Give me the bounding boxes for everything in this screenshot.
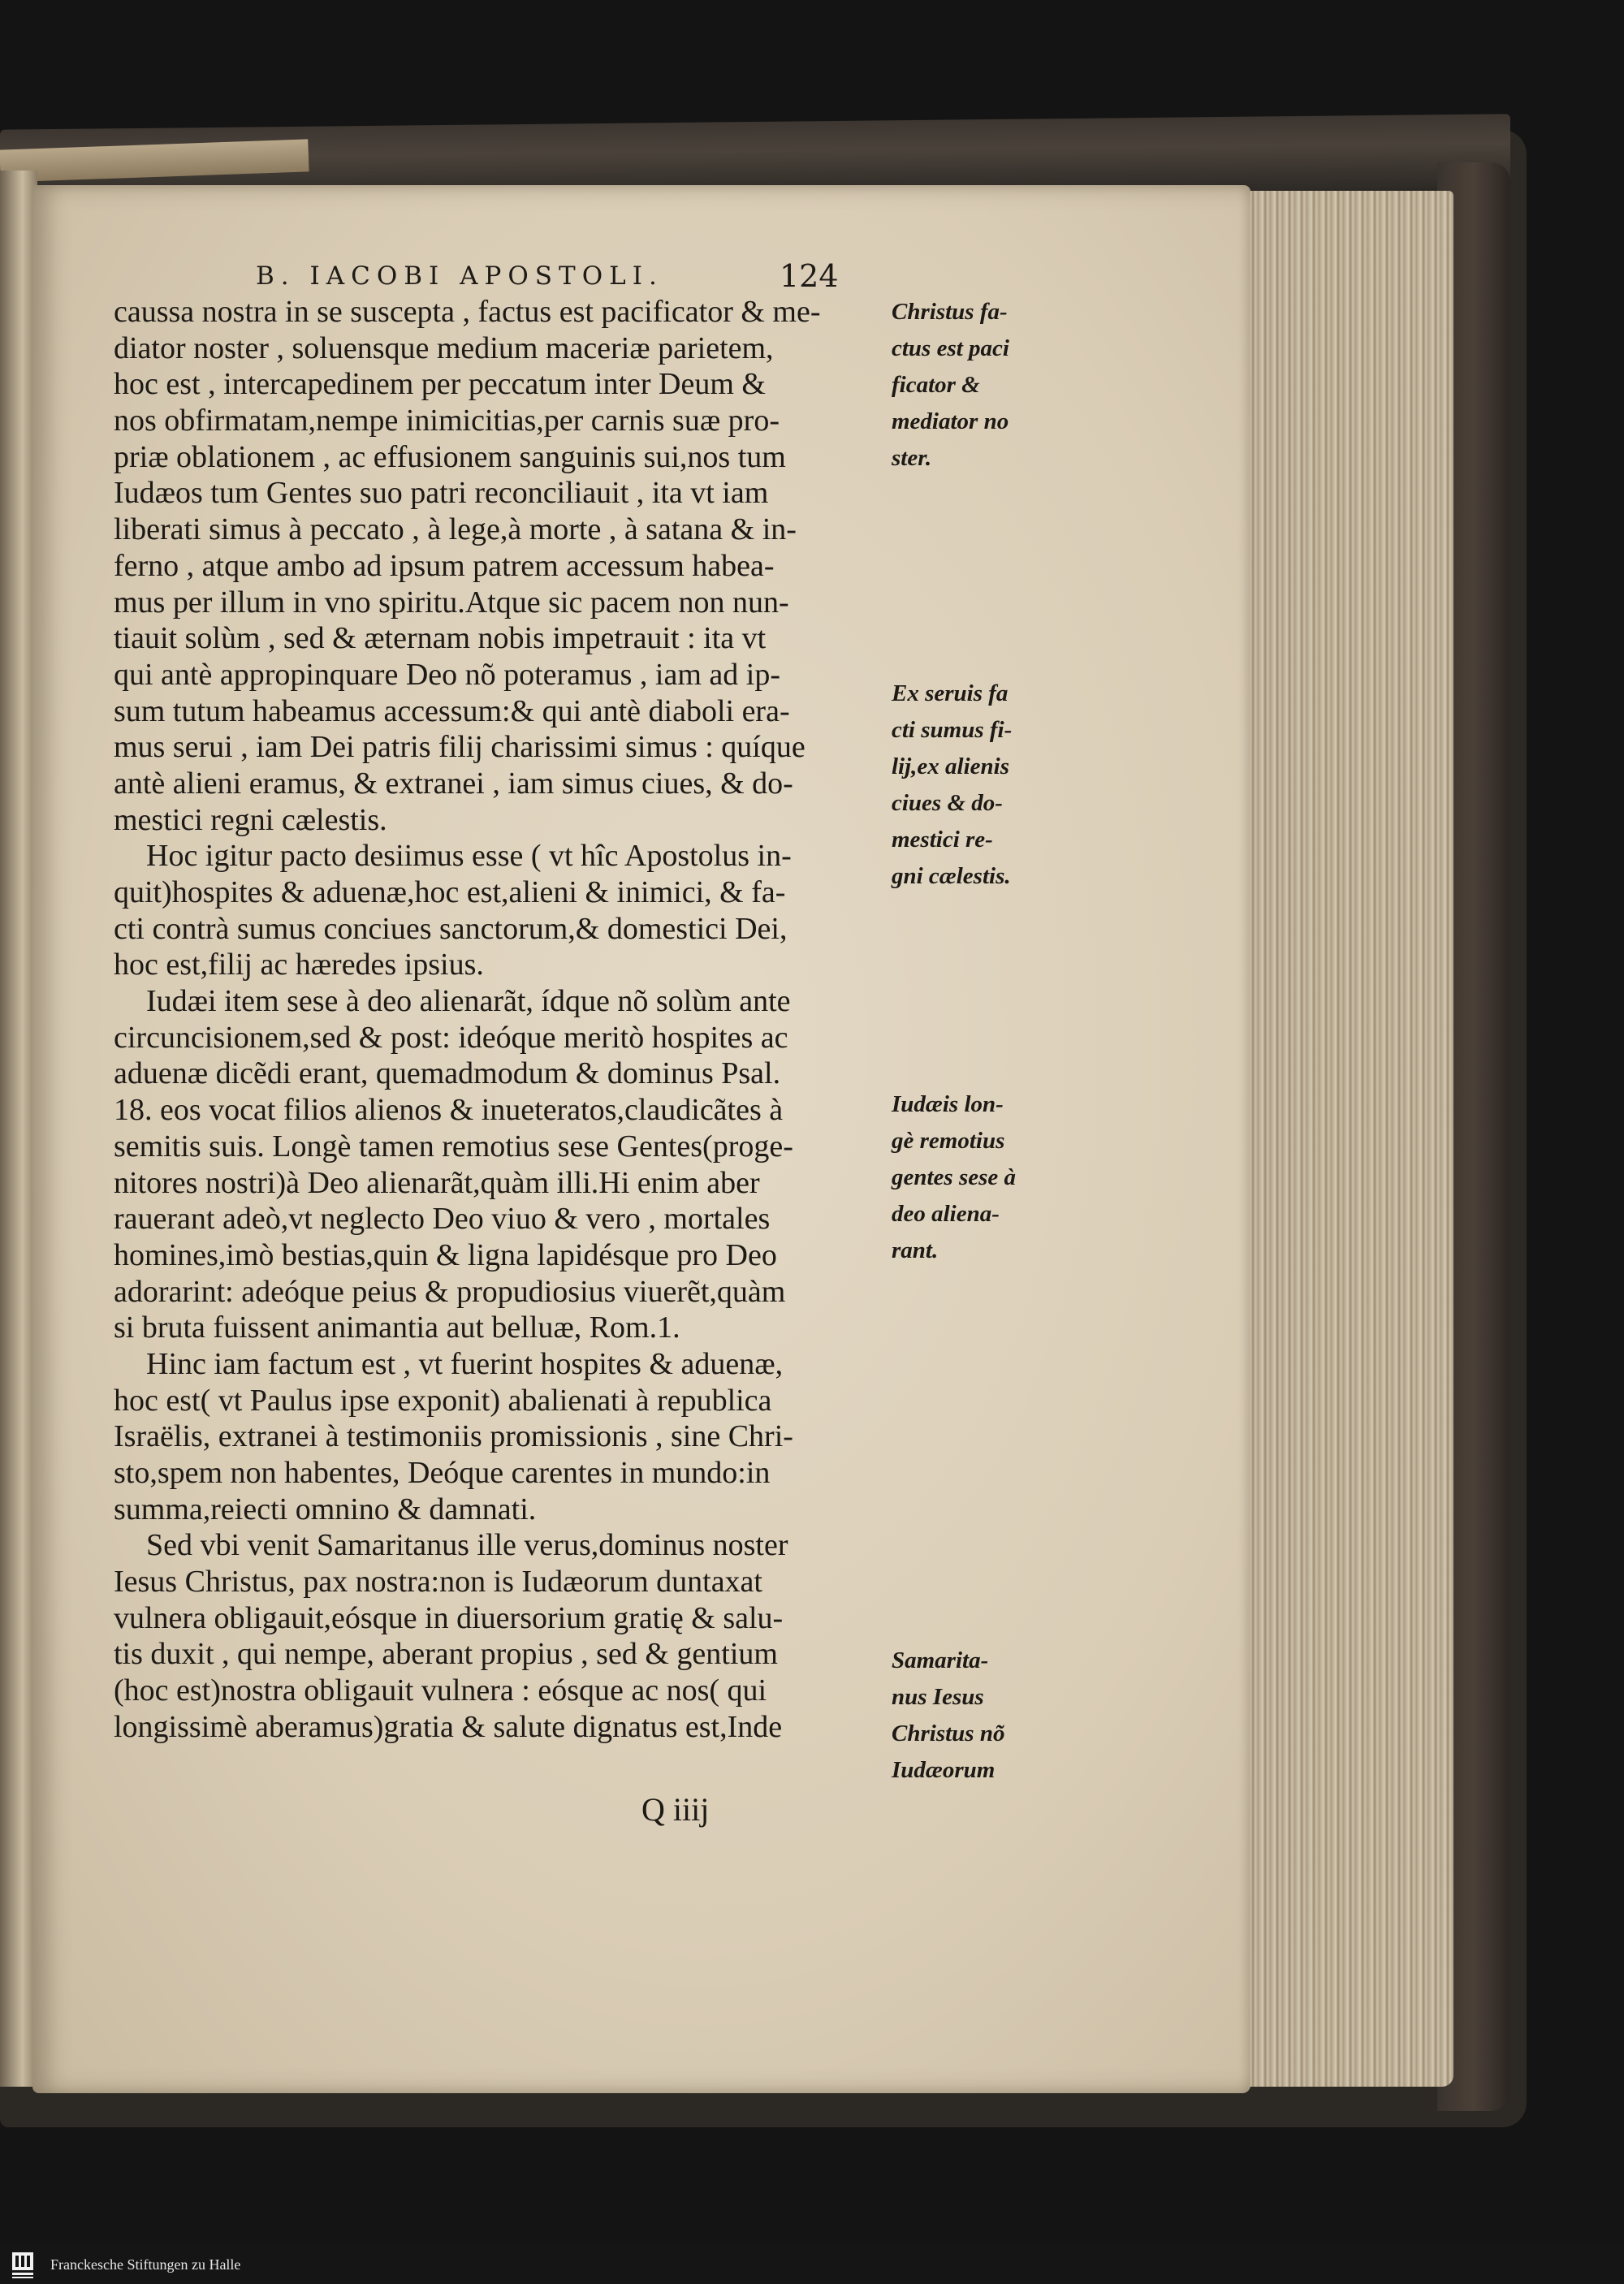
text-line: hoc est , intercapedinem per peccatum inter Deum & (114, 367, 766, 402)
text-line: adorarint: adeóque peius & propudiosius viuerẽt,quàm (114, 1274, 786, 1309)
text-line: nitores nostri)à Deo alienarãt,quàm illi.Hi enim aber (114, 1165, 760, 1200)
text-line: vulnera obligauit,eósque in diuersorium gratię & salu- (114, 1600, 784, 1635)
text-line: Hoc igitur pacto desiimus esse ( vt hîc Apostolus in- (146, 839, 792, 874)
text-line: sto,spem non habentes, Deóque carentes in mundo:in (114, 1456, 771, 1490)
page-fore-edge (1234, 191, 1453, 2087)
main-text-block (114, 294, 893, 1746)
text-line: cti contrà sumus conciues sanctorum,& domestici Dei, (114, 911, 788, 946)
margin-note-line: ciues & do- (892, 790, 1003, 816)
text-line: qui antè appropinquare Deo nõ poteramus , iam ad ip- (114, 657, 780, 692)
margin-note-line: mediator no (892, 408, 1009, 434)
text-line: tiauit solùm , sed & æternam nobis impetrauit : ita vt (114, 621, 767, 656)
margin-note-line: Iudæis lon- (892, 1091, 1004, 1117)
margin-note-line: gentes sese à (892, 1164, 1017, 1190)
text-line: hoc est,filij ac hæredes ipsius. (114, 948, 484, 982)
margin-note-christus-pacificator (892, 294, 1054, 477)
margin-note-line: Iudæorum (892, 1757, 996, 1783)
text-line: Israëlis, extranei à testimoniis promissionis , sine Chri- (114, 1419, 793, 1454)
text-line: nos obfirmatam,nempe inimicitias,per carnis suæ pro- (114, 404, 780, 438)
page-number: 124 (780, 258, 839, 294)
margin-note-line: lij,ex alienis (892, 753, 1009, 779)
text-line: hoc est( vt Paulus ipse exponit) abalienati à republica (114, 1383, 772, 1418)
text-line: quit)hospites & aduenæ,hoc est,alieni & inimici, & fa- (114, 875, 786, 909)
margin-note-samaritanus (892, 1643, 1054, 1789)
text-line: Sed vbi venit Samaritanus ille verus,dominus noster (146, 1528, 788, 1563)
text-line: mus serui , iam Dei patris filij charissimi simus : quíque (114, 730, 806, 765)
margin-note-ex-seruis (892, 676, 1054, 895)
margin-note-line: ctus est paci (892, 335, 1009, 361)
margin-note-line: ster. (892, 445, 932, 471)
text-line: antè alieni eramus, & extranei , iam simus ciues, & do- (114, 766, 793, 801)
text-line: summa,reiecti omnino & damnati. (114, 1492, 537, 1526)
text-line: si bruta fuissent animantia aut belluæ, Rom.1. (114, 1310, 680, 1345)
text-line: semitis suis. Longè tamen remotius sese Gentes(proge- (114, 1129, 793, 1164)
margin-note-line: ficator & (892, 372, 980, 398)
text-line: tis duxit , qui nempe, aberant propius , sed & gentium (114, 1637, 778, 1672)
text-line: homines,imò bestias,quin & ligna lapidésque pro Deo (114, 1237, 777, 1272)
text-line: diator noster , soluensque medium maceriæ parietem, (114, 330, 774, 365)
text-line: 18. eos vocat filios alienos & inueteratos,claudicãtes à (114, 1093, 784, 1128)
margin-note-line: rant. (892, 1237, 939, 1263)
text-line: mestici regni cælestis. (114, 802, 387, 837)
margin-note-line: gè remotius (892, 1128, 1005, 1154)
margin-note-line: mestici re- (892, 827, 993, 853)
text-line: Iesus Christus, pax nostra:non is Iudæorum duntaxat (114, 1565, 762, 1600)
text-line: priæ oblationem , ac effusionem sanguinis sui,nos tum (114, 439, 786, 474)
text-line: Iudæi item sese à deo alienarãt, ídque nõ solùm ante (146, 984, 791, 1019)
margin-note-line: nus Iesus (892, 1684, 984, 1710)
text-line: caussa nostra in se suscepta , factus est pacificator & me- (114, 295, 821, 329)
margin-note-iudaeis-longe (892, 1086, 1054, 1269)
franckesche-stiftungen-logo-icon (6, 2248, 39, 2281)
margin-note-line: Ex seruis fa (892, 680, 1009, 706)
text-line: longissimè aberamus)gratia & salute dignatus est,Inde (114, 1709, 783, 1744)
text-line: circuncisionem,sed & post: ideóque meritò hospites ac (114, 1020, 788, 1055)
margin-note-line: Samarita- (892, 1647, 989, 1673)
margin-note-line: Christus fa- (892, 299, 1008, 325)
margin-note-line: deo aliena- (892, 1201, 1000, 1227)
signature-mark: Q iiij (641, 1791, 710, 1828)
text-line: rauerant adeò,vt neglecto Deo viuo & vero , mortales (114, 1202, 771, 1237)
text-line: sum tutum habeamus accessum:& qui antè diaboli era- (114, 693, 790, 728)
text-line: Hinc iam factum est , vt fuerint hospites & aduenæ, (146, 1346, 784, 1381)
text-line: mus per illum in vno spiritu.Atque sic pacem non nun- (114, 585, 789, 620)
text-line: ferno , atque ambo ad ipsum patrem accessum habea- (114, 548, 775, 583)
margin-note-line: gni cælestis. (892, 863, 1011, 889)
margin-note-line: cti sumus fi- (892, 717, 1013, 743)
text-line: Iudæos tum Gentes suo patri reconciliauit , ita vt iam (114, 476, 769, 511)
footer-institution-name: Franckesche Stiftungen zu Halle (50, 2256, 241, 2273)
margin-note-line: Christus nõ (892, 1721, 1005, 1746)
running-head: B. IACOBI APOSTOLI. (256, 261, 663, 291)
text-line: aduenæ dicẽdi erant, quemadmodum & dominus Psal. (114, 1056, 781, 1091)
text-line: (hoc est)nostra obligauit vulnera : eósque ac nos( qui (114, 1673, 767, 1708)
text-line: liberati simus à peccato , à lege,à morte , à satana & in- (114, 512, 797, 547)
viewer-footer (0, 2245, 1624, 2284)
